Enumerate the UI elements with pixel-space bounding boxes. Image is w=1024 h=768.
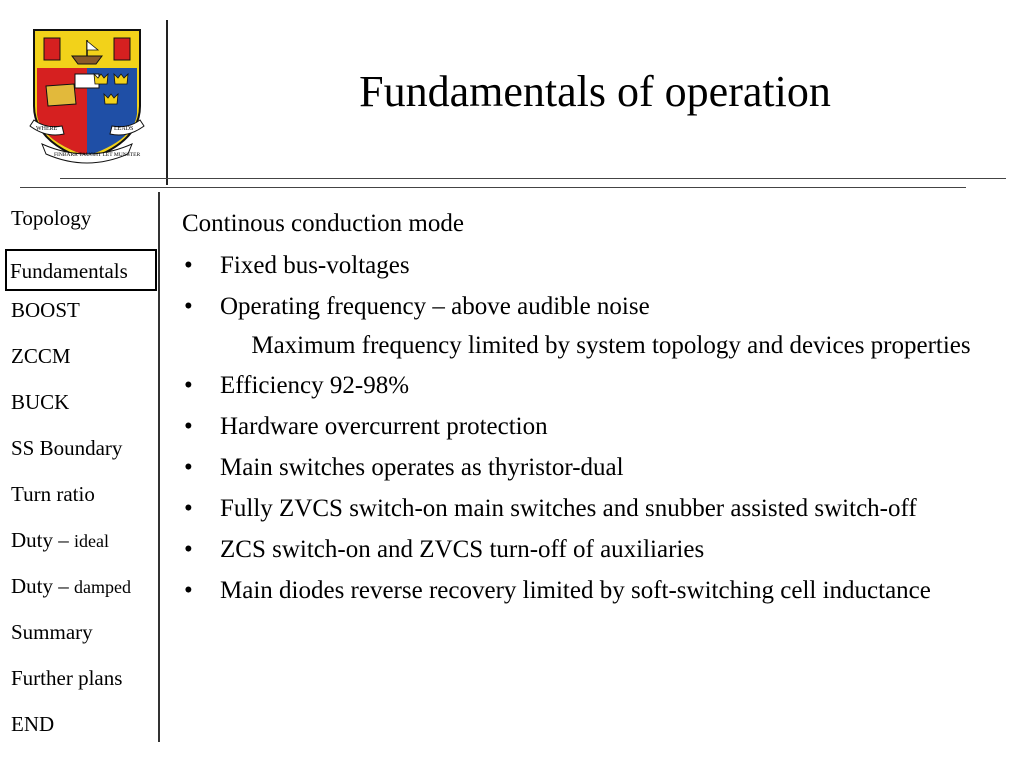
bullet-item: • Main diodes reverse recovery limited by soft-switching cell inductance: [182, 575, 980, 607]
nav-item-zccm[interactable]: ZCCM: [11, 344, 71, 368]
slide-nav: [10, 202, 160, 754]
nav-item-duty-damped[interactable]: [10, 570, 160, 616]
slide-content: [182, 208, 1012, 616]
nav-item-duty-damped-suffix: damped: [74, 577, 131, 597]
nav-item-boost[interactable]: BOOST: [11, 298, 80, 322]
bullet-item: • Hardware overcurrent protection: [182, 411, 980, 443]
nav-item-turn-ratio[interactable]: Turn ratio: [11, 482, 95, 506]
bullet-item: • Efficiency 92-98%: [182, 370, 980, 402]
bullet-item: • Operating frequency – above audible noise: [182, 291, 980, 323]
nav-item-further-plans[interactable]: Further plans: [11, 666, 123, 690]
vertical-divider-top: [166, 20, 168, 185]
nav-item-duty-ideal[interactable]: [10, 524, 160, 570]
university-crest-logo: [28, 22, 146, 168]
horizontal-divider-2: [20, 187, 966, 188]
nav-item-ss-boundary[interactable]: SS Boundary: [11, 436, 123, 460]
nav-item-buck[interactable]: BUCK: [11, 390, 70, 414]
nav-item-duty-ideal-label: Duty –: [11, 528, 74, 552]
bullet-item: • Fully ZVCS switch-on main switches and snubber assisted switch-off: [182, 493, 980, 525]
nav-item-fundamentals[interactable]: Fundamentals: [5, 249, 157, 291]
horizontal-divider-1: [60, 178, 1006, 179]
crest-motto-left: WHERE: [36, 126, 58, 132]
slide-title: Fundamentals of operation: [359, 67, 831, 116]
bullet-item: • Main switches operates as thyristor-dual: [182, 452, 980, 484]
content-heading: Continous conduction mode: [182, 210, 464, 237]
bullet-item: • Fixed bus-voltages: [182, 250, 980, 282]
sub-note: Maximum frequency limited by system topology and devices properties: [251, 332, 971, 359]
bullet-item: • ZCS switch-on and ZVCS turn-off of auxiliaries: [182, 534, 980, 566]
nav-item-topology[interactable]: Topology: [11, 206, 92, 230]
nav-item-end[interactable]: END: [11, 712, 55, 736]
nav-item-summary[interactable]: Summary: [11, 620, 93, 644]
crest-motto-bottom: FINBARR TAUGHT LET MUNSTER: [54, 152, 141, 158]
nav-item-duty-damped-label: Duty –: [11, 574, 74, 598]
nav-item-duty-ideal-suffix: ideal: [74, 531, 109, 551]
crest-motto-right: LEADS: [114, 126, 134, 132]
